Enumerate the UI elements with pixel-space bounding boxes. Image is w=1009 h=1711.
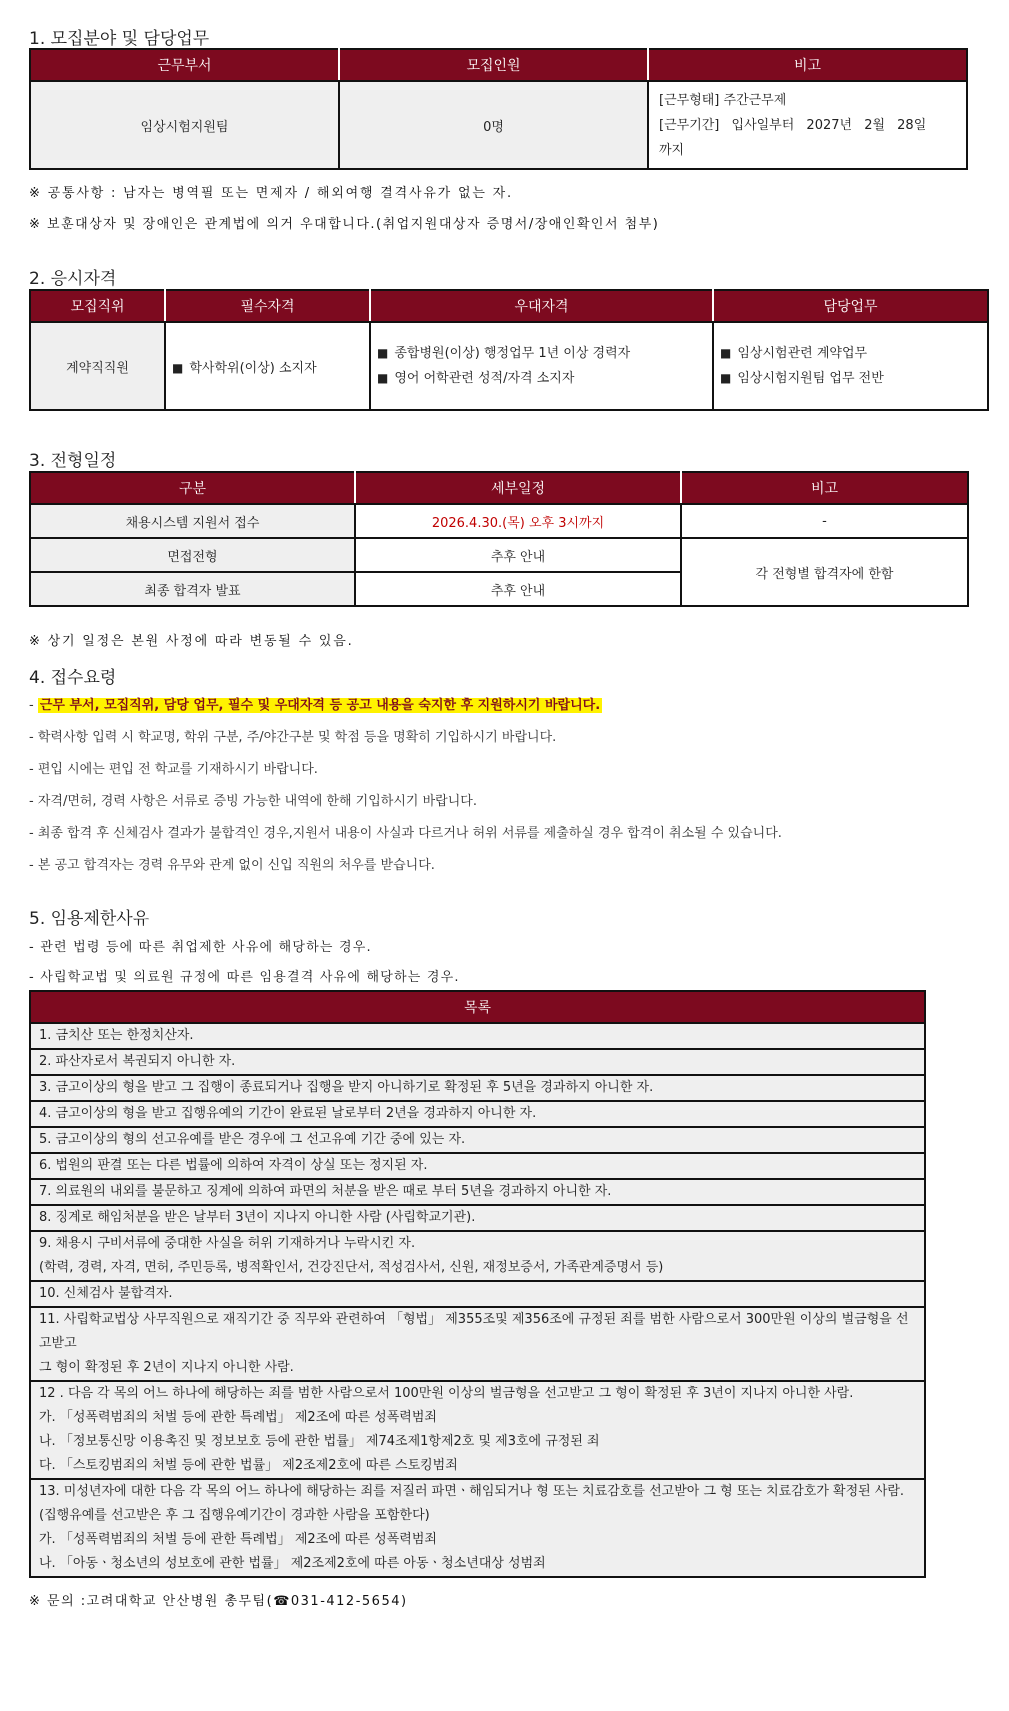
header-remark: 비고 [648, 49, 967, 81]
position-cell: 계약직직원 [30, 322, 165, 410]
bullet-icon: ■ [172, 360, 184, 375]
count-cell: 0명 [339, 81, 648, 169]
common-note: ※ 공통사항 : 남자는 병역필 또는 면제자 / 해외여행 결격사유가 없는 자. [29, 186, 513, 201]
list-item [30, 1127, 925, 1153]
stage-final: 최종 합격자 발표 [30, 572, 355, 606]
list-item-line: 3. 금고이상의 형을 받고 그 집행이 종료되거나 집행을 받지 아니하기로 확정된 후 5년을 경과하지 아니한 자. [39, 1080, 654, 1095]
list-item-line: 가. 「성폭력범죄의 처벌 등에 관한 특례법」 제2조에 따른 성폭력범죄 [39, 1410, 437, 1425]
duty-cell [713, 322, 988, 410]
list-header: 목록 [30, 991, 925, 1023]
header-stage: 구분 [30, 472, 355, 504]
guide-line-2: - 편입 시에는 편입 전 학교를 기재하시기 바랍니다. [29, 762, 318, 777]
preferred-2: 영어 어학관련 성적/자격 소지자 [394, 371, 575, 386]
list-item-line: 1. 금치산 또는 한정치산자. [39, 1028, 194, 1043]
guide-line-3: - 자격/면허, 경력 사항은 서류로 증빙 가능한 내역에 한해 기입하시기 바랍니다. [29, 794, 477, 809]
section-2-title: 2. 응시자격 [29, 269, 117, 289]
veteran-note: ※ 보훈대상자 및 장애인은 관계법에 의거 우대합니다.(취업지원대상자 증명서/장애인확인서 첨부) [29, 217, 660, 232]
list-item-cell [30, 1231, 925, 1281]
remark-line-2: [근무기간] 입사일부터 2027년 2월 28일 [659, 117, 927, 133]
header-position: 모집직위 [30, 290, 165, 322]
stage-interview: 면접전형 [30, 538, 355, 572]
list-item [30, 1023, 925, 1049]
list-item-line: 7. 의료원의 내외를 불문하고 징계에 의하여 파면의 처분을 받은 때로 부터 5년을 경과하지 아니한 자. [39, 1184, 612, 1199]
list-item-line: 나. 「아동ㆍ청소년의 성보호에 관한 법률」 제2조제2호에 따른 아동ㆍ청소년대상 성범죄 [39, 1556, 546, 1571]
list-item-line: 5. 금고이상의 형의 선고유예를 받은 경우에 그 선고유예 기간 중에 있는 자. [39, 1132, 466, 1147]
bullet-icon: ■ [377, 371, 389, 385]
application-date: 2026.4.30.(목) 오후 3시까지 [355, 504, 681, 538]
list-item-line: 다. 「스토킹범죄의 처벌 등에 관한 법률」 제2조제2호에 따른 스토킹범죄 [39, 1458, 458, 1473]
remark-line-1: [근무형태] 주간근무제 [659, 92, 787, 108]
duty-1: 임상시험관련 계약업무 [737, 346, 868, 361]
recruit-field-table [29, 48, 968, 170]
bullet-icon: ■ [720, 346, 732, 360]
restriction-list-table [29, 990, 926, 1578]
list-item [30, 1307, 925, 1381]
preferred-1: 종합병원(이상) 행정업무 1년 이상 경력자 [394, 346, 631, 361]
list-item-cell [30, 1049, 925, 1075]
contact-suffix: ) [400, 1594, 408, 1609]
list-item [30, 1153, 925, 1179]
highlight-text: 근무 부서, 모집직위, 담당 업무, 필수 및 우대자격 등 공고 내용을 숙지한 후 지원하시기 바랍니다. [39, 698, 601, 713]
list-item-cell [30, 1179, 925, 1205]
guide-line-5: - 본 공고 합격자는 경력 유무와 관계 없이 신입 직원의 처우를 받습니다. [29, 858, 435, 873]
duty-2: 임상시험지원팀 업무 전반 [737, 371, 884, 386]
qualification-table [29, 289, 989, 411]
list-item-cell [30, 1075, 925, 1101]
preferred-cell [370, 322, 713, 410]
list-item [30, 1281, 925, 1307]
phone-icon: ☎ [273, 1594, 291, 1609]
list-item [30, 1479, 925, 1577]
list-item [30, 1179, 925, 1205]
header-dept: 근무부서 [30, 49, 339, 81]
list-item-line: 13. 미성년자에 대한 다음 각 목의 어느 하나에 해당하는 죄를 저질러 파면ㆍ해임되거나 형 또는 치료감호를 선고받아 그 형 또는 치료감호가 확정된 사람. [39, 1484, 905, 1499]
list-item-line: (집행유예를 선고받은 후 그 집행유예기간이 경과한 사람을 포함한다) [39, 1508, 430, 1523]
list-item-cell [30, 1205, 925, 1231]
list-item [30, 1075, 925, 1101]
restriction-line-1: - 관련 법령 등에 따른 취업제한 사유에 해당하는 경우. [29, 940, 372, 955]
remark-line-3: 까지 [659, 142, 685, 158]
list-item-line: 10. 신체검사 불합격자. [39, 1286, 173, 1301]
required-cell [165, 322, 370, 410]
list-item [30, 1101, 925, 1127]
list-item-cell [30, 1281, 925, 1307]
list-item [30, 1381, 925, 1479]
highlight-line [29, 694, 602, 713]
header-duty: 담당업무 [713, 290, 988, 322]
restriction-list [30, 1023, 925, 1577]
section-5-title: 5. 임용제한사유 [29, 909, 150, 929]
bullet-icon: ■ [720, 371, 732, 385]
guide-line-4: - 최종 합격 후 신체검사 결과가 불합격인 경우,지원서 내용이 사실과 다르거나 허위 서류를 제출하실 경우 합격이 취소될 수 있습니다. [29, 826, 782, 841]
list-item [30, 1205, 925, 1231]
header-preferred: 우대자격 [370, 290, 713, 322]
section-3-title: 3. 전형일정 [29, 451, 117, 471]
section-4-title: 4. 접수요령 [29, 668, 117, 688]
list-item-line: 6. 법원의 판결 또는 다른 법률에 의하여 자격이 상실 또는 정지된 자. [39, 1158, 428, 1173]
header-remark: 비고 [681, 472, 968, 504]
list-item-cell [30, 1153, 925, 1179]
highlight-dash: - [29, 698, 34, 713]
list-item-line: 4. 금고이상의 형을 받고 집행유예의 기간이 완료된 날로부터 2년을 경과하지 아니한 자. [39, 1106, 537, 1121]
merged-remark: 각 전형별 합격자에 한함 [681, 538, 968, 606]
application-remark: - [681, 504, 968, 538]
list-item-cell [30, 1023, 925, 1049]
contact-line [29, 1590, 408, 1609]
final-date: 추후 안내 [355, 572, 681, 606]
list-item [30, 1231, 925, 1281]
list-item-line: (학력, 경력, 자격, 면허, 주민등록, 병적확인서, 건강진단서, 적성검사서, 신원, 재정보증서, 가족관계증명서 등) [39, 1260, 664, 1275]
list-item-line: 가. 「성폭력범죄의 처벌 등에 관한 특례법」 제2조에 따른 성폭력범죄 [39, 1532, 437, 1547]
list-item-cell [30, 1127, 925, 1153]
schedule-note: ※ 상기 일정은 본원 사정에 따라 변동될 수 있음. [29, 634, 354, 649]
section-1-title: 1. 모집분야 및 담당업무 [29, 29, 210, 49]
dept-cell: 임상시험지원팀 [30, 81, 339, 169]
header-schedule: 세부일정 [355, 472, 681, 504]
list-item-line: 11. 사립학교법상 사무직원으로 재직기간 중 직무와 관련하여 「형법」 제355조및 제356조에 규정된 죄를 범한 사람으로서 300만원 이상의 벌금형을 선고받고 [39, 1312, 909, 1351]
list-item-cell [30, 1307, 925, 1381]
list-item-cell [30, 1101, 925, 1127]
header-required: 필수자격 [165, 290, 370, 322]
list-item-line: 그 형이 확정된 후 2년이 지나지 아니한 사람. [39, 1360, 294, 1375]
guide-line-1: - 학력사항 입력 시 학교명, 학위 구분, 주/야간구분 및 학점 등을 명확히 기입하시기 바랍니다. [29, 730, 557, 745]
stage-application: 채용시스템 지원서 접수 [30, 504, 355, 538]
list-item-line: 12 . 다음 각 목의 어느 하나에 해당하는 죄를 범한 사람으로서 100만원 이상의 벌금형을 선고받고 그 형이 확정된 후 3년이 지나지 아니한 사람. [39, 1386, 854, 1401]
restriction-line-2: - 사립학교법 및 의료원 규정에 따른 임용결격 사유에 해당하는 경우. [29, 970, 460, 985]
schedule-table [29, 471, 969, 607]
interview-date: 추후 안내 [355, 538, 681, 572]
list-item-line: 8. 징계로 해임처분을 받은 날부터 3년이 지나지 아니한 사람 (사립학교기관). [39, 1210, 476, 1225]
required-text: 학사학위(이상) 소지자 [189, 360, 317, 376]
header-count: 모집인원 [339, 49, 648, 81]
remark-cell [648, 81, 967, 169]
list-item-line: 나. 「정보통신망 이용촉진 및 정보보호 등에 관한 법률」 제74조제1항제2호 및 제3호에 규정된 죄 [39, 1434, 600, 1449]
contact-phone: 031-412-5654 [290, 1594, 401, 1609]
list-item-line: 2. 파산자로서 복권되지 아니한 자. [39, 1054, 236, 1069]
list-item-cell [30, 1479, 925, 1577]
list-item-cell [30, 1381, 925, 1479]
list-item-line: 9. 채용시 구비서류에 중대한 사실을 허위 기재하거나 누락시킨 자. [39, 1236, 416, 1251]
list-item [30, 1049, 925, 1075]
contact-prefix: ※ 문의 :고려대학교 안산병원 총무팀( [29, 1594, 274, 1609]
bullet-icon: ■ [377, 346, 389, 360]
